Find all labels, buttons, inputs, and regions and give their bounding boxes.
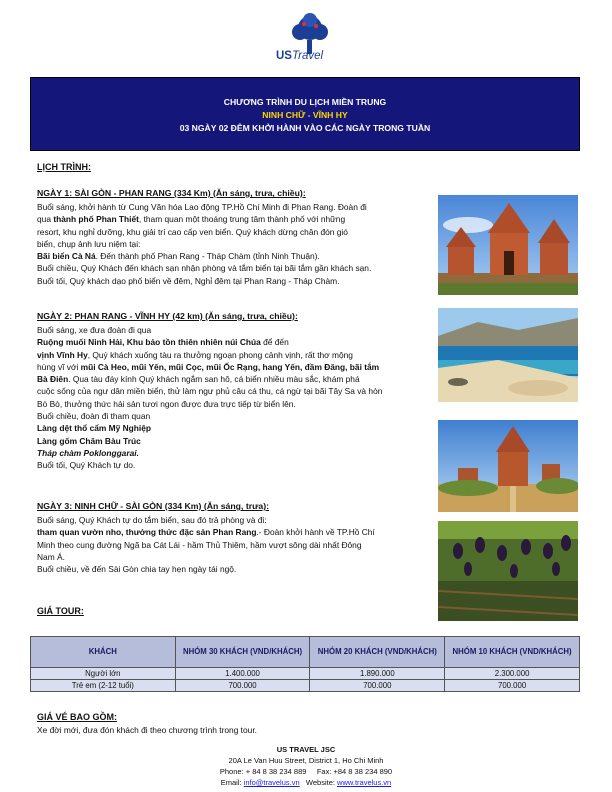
price-table (30, 636, 580, 692)
program-title: CHƯƠNG TRÌNH DU LỊCH MIỀN TRUNG (223, 97, 387, 107)
text: .- Đoàn khởi hành về TP.Hồ Chí (256, 527, 375, 538)
day1-line (37, 250, 371, 262)
footer (0, 744, 612, 788)
day3-text (37, 514, 375, 575)
day1-line: biển, chụp ảnh lưu niệm tại: (37, 238, 141, 249)
day2-heading: NGÀY 2: PHAN RANG - VĨNH HY (42 km) (Ăn sáng, trưa, chiều): (37, 311, 298, 321)
includes-heading: GIÁ VÉ BAO GỒM: (37, 712, 118, 722)
place-poklonggarai: Tháp chàm Poklonggarai. (37, 447, 139, 458)
header-group10: NHÓM 10 KHÁCH (VND/KHÁCH) (445, 637, 580, 668)
footer-company: US TRAVEL JSC (276, 745, 336, 754)
footer-phone: Phone: + 84 8 38 234 889 Fax: +84 8 38 234 890 (219, 767, 393, 776)
text: , tham quan một thoáng trung tâm thành phố với những (138, 214, 346, 225)
vinh-hy-bay-photo (438, 308, 578, 402)
row-label-adult: Người lớn (31, 668, 176, 680)
day2-line (37, 361, 382, 373)
price-table-header-row (31, 637, 580, 668)
place-ba-dien: Bà Điên (37, 374, 69, 385)
day3-heading: NGÀY 3: NINH CHỮ - SÀI GÒN (334 Km) (Ăn sáng, trưa): (37, 501, 269, 511)
cham-tower-photo (438, 195, 578, 295)
day1-line: resort, khu nghỉ dưỡng, khu giải trí cao cấp ven biển. Quý khách dừng chân đón gió (37, 226, 348, 237)
day1-line (37, 213, 371, 225)
row-label-child: Trẻ em (2-12 tuổi) (31, 680, 176, 692)
day1-line: Buổi chiều, Quý Khách đến khách sạn nhận phòng và tắm biển tại bãi tắm gần khách sạn. (37, 263, 372, 274)
text: hùng vĩ với (37, 361, 81, 372)
place-bau-truc: Làng gốm Chăm Bàu Trúc (37, 435, 141, 446)
vineyard-visit: tham quan vườn nho, thưởng thức đặc sản Phan Rang (37, 527, 257, 538)
header-group20: NHÓM 20 KHÁCH (VND/KHÁCH) (310, 637, 445, 668)
text: . Qua tàu đáy kính Quý khách ngắm san hô, cá biển nhiều màu sắc, khám phá (68, 374, 360, 385)
day1-line: Buổi sáng, khởi hành từ Cung Văn hóa Lao động TP.Hồ Chí Minh đi Phan Rang. Đoàn đi (37, 202, 367, 212)
text: qua (37, 214, 54, 225)
email-link[interactable]: info@travelus.vn (243, 778, 300, 787)
text: . Đến thành phố Phan Rang - Tháp Chàm (tỉnh Ninh Thuận). (95, 251, 320, 262)
day3-line: Minh theo cung đường Ngã ba Cát Lái - hầm Thủ Thiêm, hầm vượt sông dài nhất Đông (37, 539, 362, 550)
table-cell: 1.400.000 (175, 668, 310, 680)
day1-line: Buổi tối, Quý khách dạo phố biển về đêm, Nghỉ đêm tại Phan Rang - Tháp Chàm. (37, 275, 340, 286)
price-heading: GIÁ TOUR: (37, 606, 84, 616)
table-cell: 700.000 (310, 680, 445, 692)
text: để đến (260, 337, 289, 348)
brand-travel: Travel (291, 50, 324, 62)
day3-line: Buổi chiều, về đến Sài Gòn chia tay hẹn ngày tái ngộ. (37, 564, 237, 575)
day1-text (37, 201, 371, 287)
place-phan-thiet: thành phố Phan Thiết (53, 214, 139, 225)
table-cell: 700.000 (445, 680, 580, 692)
place-vinh-hy: vịnh Vĩnh Hy (37, 349, 88, 360)
title-banner (30, 77, 580, 151)
day2-line: cuộc sống của ngư dân miền biển, thử làm ngư phủ câu cá thu, cá ngừ tại bãi Tây Sa và hòn (37, 386, 383, 397)
poklonggarai-tower-photo (438, 420, 578, 512)
email-label: Email: (220, 778, 244, 787)
day3-line: Buổi sáng, Quý Khách tự do tắm biển, sau đó trả phòng và đi: (37, 515, 267, 525)
footer-contacts (0, 777, 612, 788)
includes-text: Xe đời mới, đưa đón khách đi theo chương trình trong tour. (37, 725, 257, 735)
text: , Quý khách xuống tàu ra thưởng ngoạn phong cảnh vịnh, rất thơ mộng (87, 349, 353, 360)
duration-title: 03 NGÀY 02 ĐÊM KHỞI HÀNH VÀO CÁC NGÀY TRONG TUẦN (179, 123, 431, 133)
day2-line (37, 349, 382, 361)
brand-logo (276, 50, 323, 62)
header-group30: NHÓM 30 KHÁCH (VND/KHÁCH) (175, 637, 310, 668)
brand-us: US (276, 50, 292, 62)
place-ninh-hai: Ruộng muối Ninh Hải, Khu bảo tồn thiên nhiên núi Chúa (37, 337, 261, 348)
day2-line: Bò Bò, thưởng thức hải sản tươi ngon được đưa trực tiếp từ biển lên. (37, 398, 296, 409)
vineyard-photo (438, 521, 578, 621)
day2-line (37, 336, 382, 348)
table-cell: 700.000 (175, 680, 310, 692)
header-guest: KHÁCH (31, 637, 176, 668)
place-ca-na: Bãi biển Cà Ná (37, 251, 96, 262)
day2-line (37, 373, 382, 385)
table-cell: 2.300.000 (445, 668, 580, 680)
table-row (31, 680, 580, 692)
day3-line: Nam Á. (37, 551, 65, 562)
place-my-nghiep: Làng dệt thổ cẩm Mỹ Nghiệp (37, 423, 151, 434)
itinerary-heading: LỊCH TRÌNH: (37, 162, 91, 172)
day2-line: Buổi tối, Quý Khách tự do. (37, 460, 136, 471)
table-row (31, 668, 580, 680)
day2-line: Buổi chiều, đoàn đi tham quan (37, 411, 151, 422)
day3-line (37, 526, 375, 538)
place-list: mũi Cà Heo, mũi Yến, mũi Cọc, mũi Ốc Rạng, hang Yến, đầm Đăng, bãi tắm (80, 361, 380, 372)
route-title: NINH CHỮ - VĨNH HY (262, 110, 348, 120)
day1-heading: NGÀY 1: SÀI GÒN - PHAN RANG (334 Km) (Ăn sáng, trưa, chiều): (37, 188, 306, 198)
day2-line: Buổi sáng, xe đưa đoàn đi qua (37, 325, 152, 335)
footer-address: 20A Le Van Huu Street, District 1, Ho Chi Minh (228, 756, 384, 765)
table-cell: 1.890.000 (310, 668, 445, 680)
website-label: Website: (299, 778, 338, 787)
website-link[interactable]: www.travelus.vn (337, 778, 392, 787)
day2-text (37, 324, 382, 472)
